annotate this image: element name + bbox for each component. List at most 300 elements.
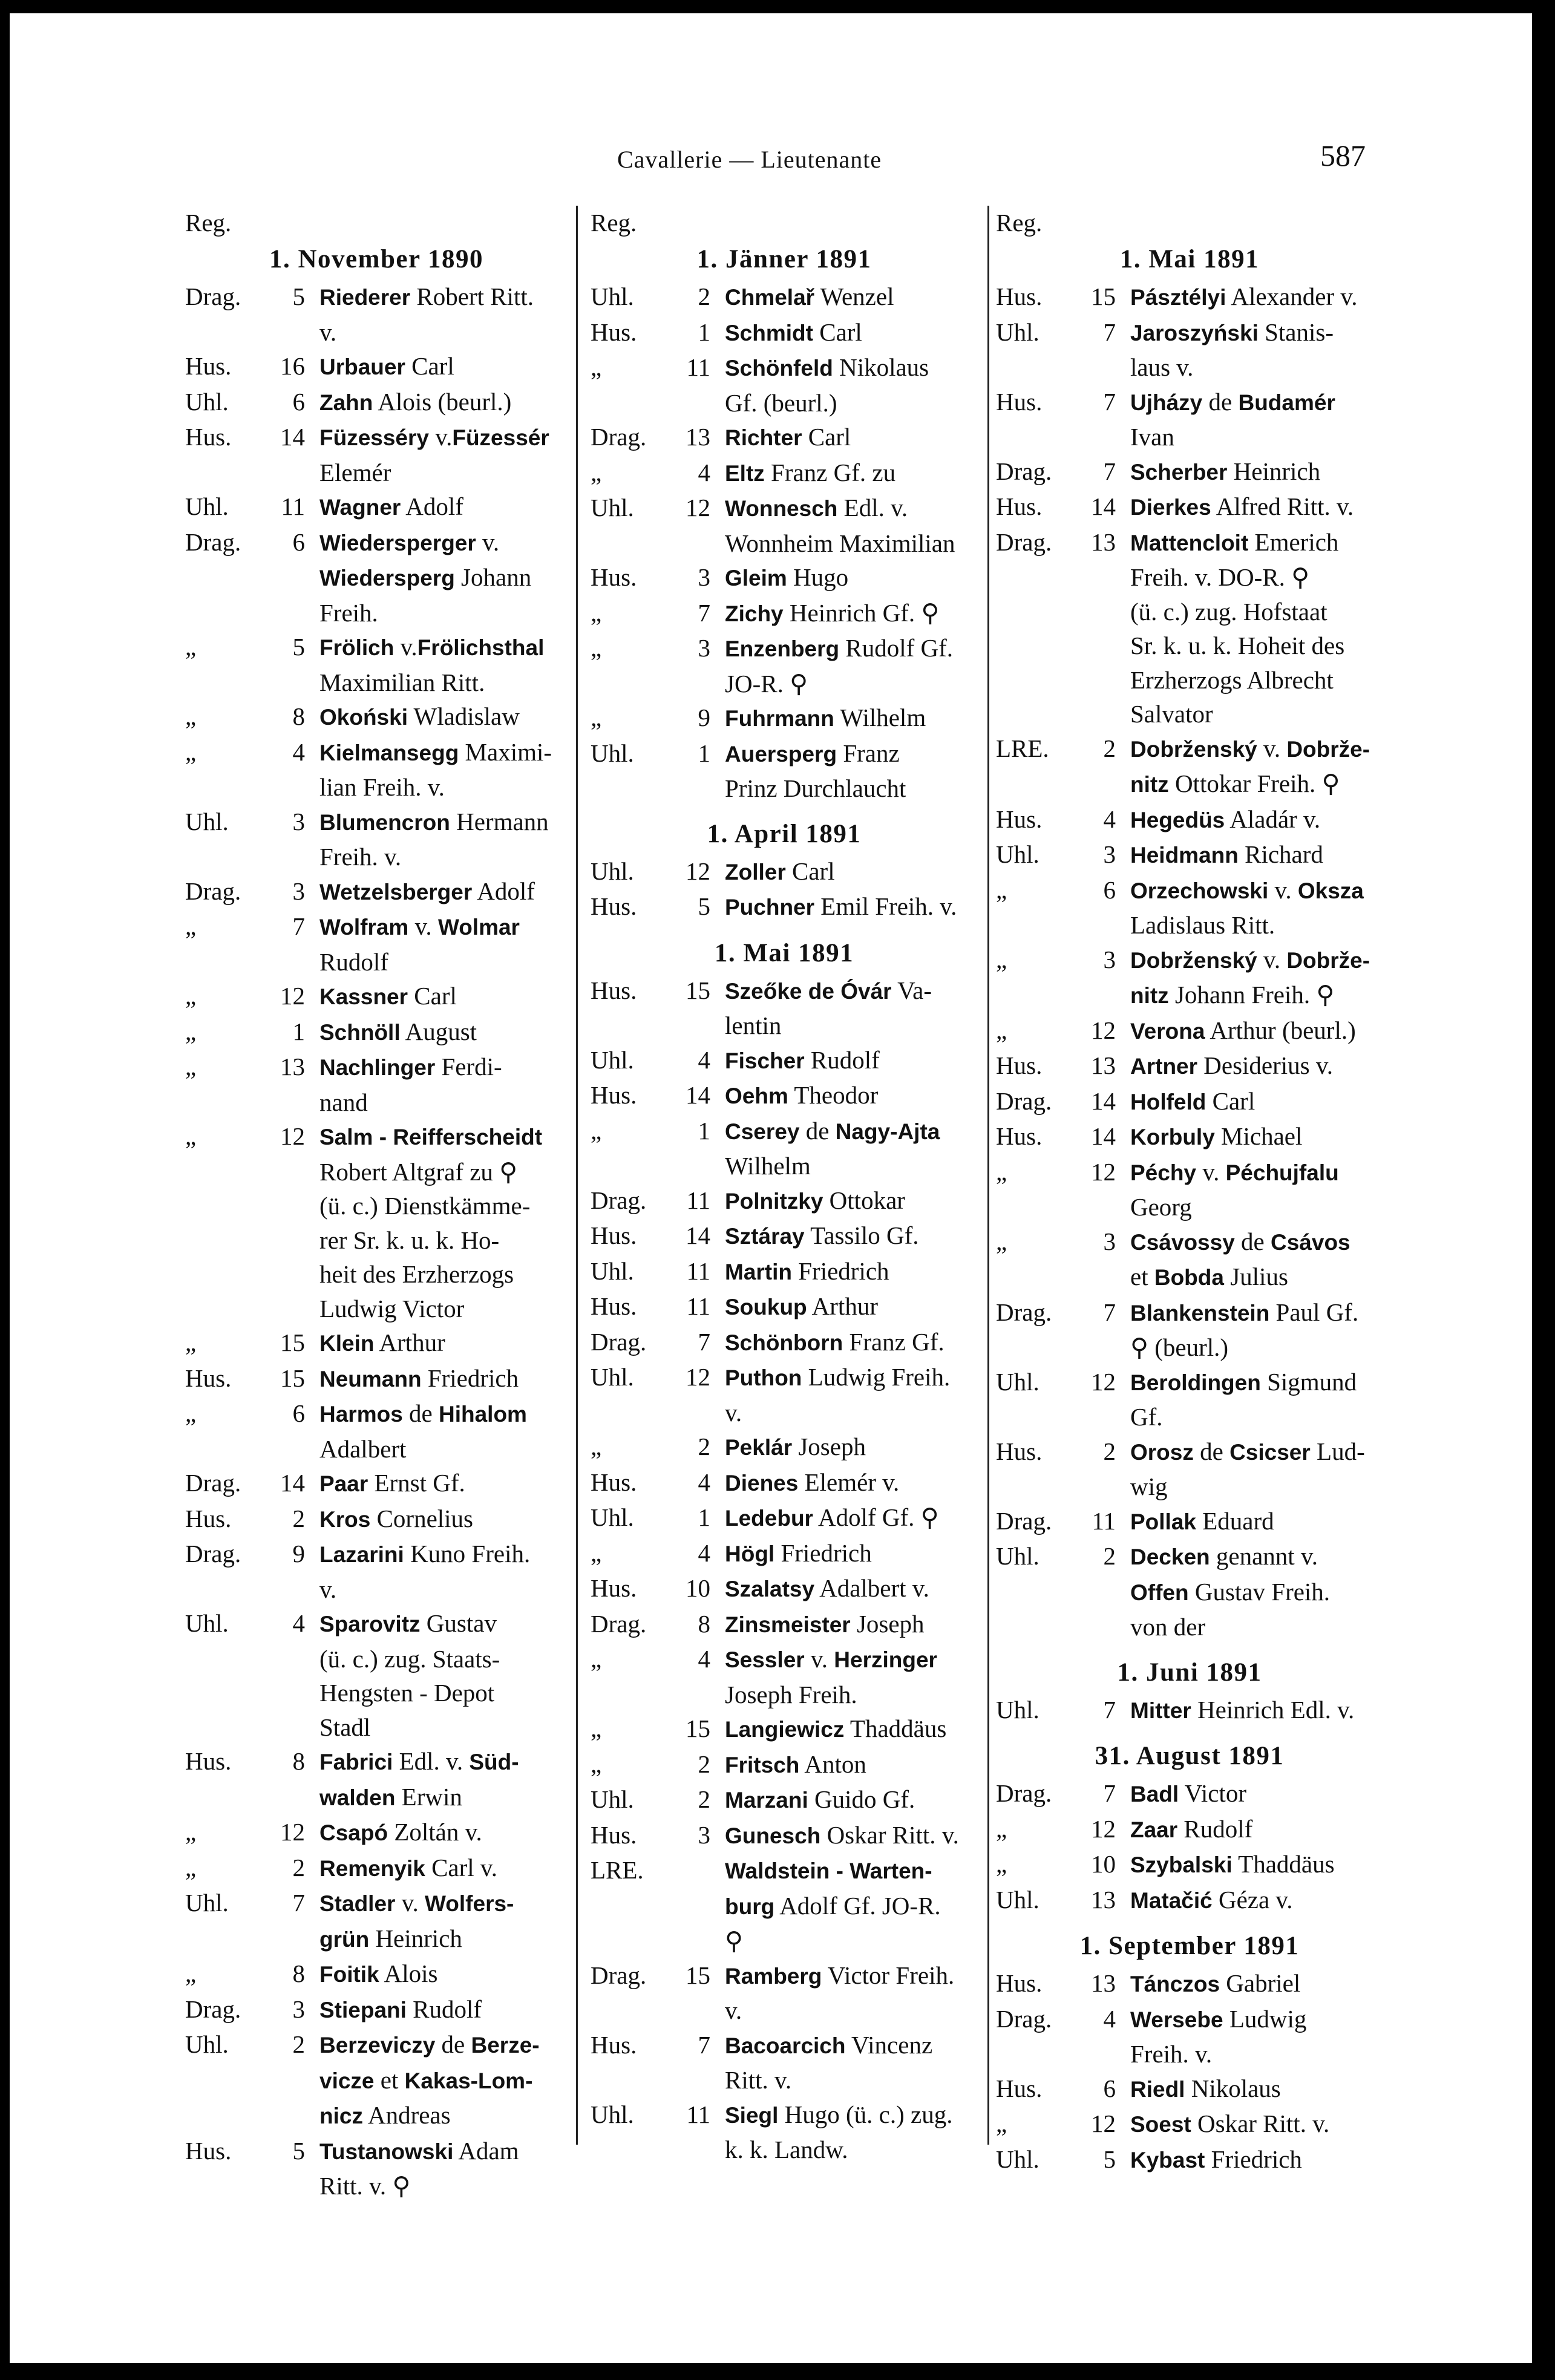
given-name: rer Sr. k. u. k. Ho- [319, 1226, 500, 1254]
entry-text [1130, 385, 1383, 454]
regiment-type: Hus. [996, 1051, 1043, 1079]
given-name: Adalbert [319, 1434, 407, 1463]
given-name: Franz Gf. zu [764, 458, 896, 486]
entry [185, 909, 568, 979]
entry-text [1130, 1504, 1383, 1540]
surname: Berzeviczy [319, 2033, 436, 2058]
given-name: v. [725, 1398, 742, 1427]
regiment-number: 2 [292, 1504, 305, 1532]
regiment-number: 14 [686, 1221, 710, 1249]
entry-text [319, 280, 568, 349]
given-name: lentin [725, 1012, 782, 1039]
regiment-number: 8 [292, 702, 305, 730]
regiment-type: Uhl. [185, 1609, 229, 1637]
given-name: Lud- [1310, 1437, 1365, 1465]
entry-text [319, 874, 568, 910]
regiment-type: Drag. [591, 423, 647, 451]
entry [996, 1539, 1383, 1644]
surname: Fabrici [319, 1750, 393, 1774]
entry-text [725, 631, 978, 701]
regiment-number: 12 [1091, 1367, 1116, 1396]
entry [591, 1430, 978, 1465]
given-name: Maximilian Ritt. [319, 668, 485, 696]
surname: Zichy [725, 601, 784, 626]
entry [591, 491, 978, 560]
given-name: Tassilo Gf. [804, 1221, 919, 1249]
given-name: Joseph Freih. [725, 1680, 857, 1708]
entry-text [725, 1607, 978, 1643]
entry-text [319, 1606, 568, 1744]
given-name: Ludwig [1223, 2004, 1307, 2033]
surname: Remenyik [319, 1855, 425, 1881]
surname: Zinsmeister [725, 1612, 851, 1637]
given-name: Julius [1223, 1263, 1288, 1290]
entry-text [1130, 1693, 1383, 1728]
entry-text [319, 1992, 568, 2028]
surname: Zaar [1130, 1817, 1178, 1842]
regiment-number: 7 [698, 2030, 710, 2059]
surname: Peklár [725, 1435, 793, 1460]
given-name: Adolf [472, 877, 535, 905]
given-name: ⚲ [725, 1927, 744, 1955]
given-name: Eduard [1196, 1506, 1274, 1535]
entry-text [1130, 1776, 1383, 1812]
entry [996, 802, 1383, 838]
given-name: Carl [813, 318, 862, 346]
regiment-type: Hus. [185, 352, 232, 380]
surname: Foitik [319, 1962, 379, 1987]
surname: Füzesséry [319, 425, 429, 450]
surname: Csapó [319, 1820, 388, 1845]
regiment-type: „ [591, 458, 602, 486]
surname: Soest [1130, 2112, 1191, 2137]
regiment-number: 6 [292, 1399, 305, 1427]
regiment-type: „ [185, 1960, 197, 1987]
entry-text [725, 1642, 978, 1711]
given-name: Wonnheim Maximilian [725, 529, 955, 557]
regiment-type: Hus. [591, 1574, 637, 1602]
surname: Bacoarcich [725, 2033, 846, 2058]
given-name: JO-R. ⚲ [725, 669, 808, 698]
entry [591, 701, 978, 736]
surname: Riedl [1130, 2076, 1185, 2102]
surname: Herzinger [834, 1647, 937, 1672]
entry [185, 2027, 568, 2134]
regiment-type: „ [591, 634, 602, 662]
entry [185, 489, 568, 525]
regiment-type: Drag. [591, 1186, 647, 1214]
date-heading: 1. November 1890 [269, 245, 484, 273]
given-name: Heinrich Gf. ⚲ [783, 598, 940, 627]
regiment-number: 2 [292, 1853, 305, 1881]
surname: Fischer [725, 1048, 805, 1073]
given-name: Friedrich [792, 1257, 889, 1285]
entry [996, 1434, 1383, 1504]
entry [591, 889, 978, 925]
entry [996, 1365, 1383, 1434]
given-name: Erwin [395, 1782, 462, 1811]
given-name: Heinrich [1227, 457, 1321, 485]
surname: nicz [319, 2104, 363, 2128]
given-name: Ottokar [823, 1186, 905, 1214]
given-name: Stanis- [1258, 318, 1334, 346]
entry [591, 1114, 978, 1183]
entry [996, 2071, 1383, 2107]
regiment-type: „ [185, 1399, 197, 1427]
regiment-number: 2 [698, 283, 710, 310]
regiment-type: Drag. [591, 1327, 647, 1356]
regiment-number: 7 [698, 1327, 710, 1356]
surname: Szeőke [725, 978, 802, 1004]
surname: Wagner [319, 495, 401, 520]
surname: Badl [1130, 1782, 1179, 1806]
regiment-number: 11 [686, 1257, 710, 1285]
entry [996, 385, 1383, 454]
surname: Tustanowski [319, 2139, 454, 2164]
given-name: Thaddäus [844, 1715, 947, 1742]
given-name: nand [319, 1088, 368, 1116]
surname: de Óvár [808, 978, 892, 1004]
given-name: Maximi- [459, 737, 552, 766]
regiment-type: Drag. [185, 1469, 241, 1497]
surname: Salm - Reifferscheidt [319, 1125, 543, 1149]
regiment-type: Hus. [591, 1081, 637, 1109]
regiment-type: Hus. [996, 492, 1043, 520]
regiment-type: Hus. [996, 1969, 1043, 1997]
given-name: Arthur [807, 1292, 878, 1320]
column-2 [591, 206, 978, 2167]
regiment-number: 13 [1091, 528, 1116, 556]
regiment-type: Uhl. [591, 857, 634, 885]
entry-text [319, 525, 568, 630]
entry [996, 315, 1383, 385]
given-name: Johann [454, 563, 532, 591]
given-name: Sigmund [1260, 1367, 1357, 1396]
regiment-number: 5 [292, 633, 305, 661]
regiment-number: 2 [1103, 734, 1116, 762]
given-name: Arthur [374, 1329, 445, 1356]
entry [591, 596, 978, 632]
regiment-type: Hus. [996, 283, 1043, 310]
regiment-type: Drag. [185, 283, 241, 310]
given-name: Franz [837, 739, 900, 767]
regiment-type: „ [185, 912, 197, 940]
entry-text [319, 909, 568, 979]
regiment-type: Hus. [996, 1122, 1043, 1150]
entry-text [725, 1043, 978, 1079]
entry [185, 979, 568, 1015]
surname: Beroldingen [1130, 1370, 1261, 1395]
surname: Wiedersperger [319, 530, 476, 555]
date-heading: 1. Juni 1891 [1117, 1658, 1262, 1687]
entry-text [725, 350, 978, 420]
surname: Hihalom [438, 1402, 527, 1427]
given-name: Adalbert v. [814, 1574, 929, 1602]
entry-text [1130, 315, 1383, 385]
regiment-number: 14 [686, 1081, 710, 1109]
regiment-type: Uhl. [185, 387, 229, 416]
surname: Orosz [1130, 1439, 1194, 1465]
entry [996, 1295, 1383, 1365]
regiment-type: Uhl. [591, 1045, 634, 1074]
entry-text [1130, 2071, 1383, 2107]
surname: Dobrženský [1130, 947, 1257, 973]
entry-text [725, 889, 978, 925]
given-name: lian Freih. v. [319, 773, 445, 801]
entry-text [319, 349, 568, 385]
entry [591, 631, 978, 701]
entry-text [319, 1361, 568, 1397]
entry-text [319, 2027, 568, 2134]
regiment-number: 5 [292, 283, 305, 310]
section-gap [996, 1644, 1383, 1653]
regiment-number: 4 [698, 1045, 710, 1074]
regiment-type: Hus. [185, 423, 232, 451]
entry-text [725, 2028, 978, 2097]
regiment-type: „ [591, 353, 602, 381]
given-name: Anton [799, 1750, 866, 1778]
surname: Péchujfalu [1225, 1160, 1339, 1185]
surname: Wersebe [1130, 2007, 1223, 2032]
surname: Kakas-Lom- [404, 2068, 533, 2093]
entry [996, 873, 1383, 943]
entry [996, 1812, 1383, 1848]
entry-text [319, 699, 568, 735]
surname: Budamér [1238, 390, 1335, 415]
entry-text [725, 420, 978, 456]
regiment-type: „ [591, 1538, 602, 1567]
entry-text [319, 1851, 568, 1886]
date-heading: 1. Mai 1891 [714, 938, 854, 967]
surname: Wolfram [319, 915, 409, 940]
regiment-number: 11 [686, 1186, 710, 1214]
regiment-type: Hus. [185, 1747, 232, 1775]
regiment-number: 2 [698, 1433, 710, 1460]
surname: Mitter [1130, 1698, 1191, 1723]
regiment-type: Hus. [185, 2136, 232, 2165]
surname: Enzenberg [725, 636, 840, 661]
given-name: Ferdi- [435, 1053, 502, 1080]
entry-text [1130, 1365, 1383, 1434]
entry [591, 1465, 978, 1501]
given-name: Emil Freih. v. [814, 892, 957, 920]
given-name: v. [1257, 945, 1287, 973]
given-name: Va- [891, 976, 932, 1004]
entry [996, 454, 1383, 490]
regiment-type: Hus. [591, 892, 637, 920]
section-gap [996, 1918, 1383, 1926]
surname: walden [319, 1785, 396, 1810]
entry [591, 1078, 978, 1114]
surname: Dobrže- [1286, 947, 1370, 973]
regiment-number: 5 [698, 892, 710, 920]
regiment-type: Hus. [996, 2074, 1043, 2102]
entry [996, 1048, 1383, 1084]
surname: Ujházy [1130, 390, 1203, 415]
regiment-number: 3 [1103, 945, 1116, 973]
regiment-type: Uhl. [591, 1257, 634, 1285]
given-name: Gustav Freih. [1188, 1577, 1331, 1606]
entry [996, 1693, 1383, 1728]
regiment-type: „ [185, 737, 197, 766]
given-name: Nikolaus [1185, 2074, 1281, 2102]
entry [185, 1851, 568, 1886]
entry-text [319, 1050, 568, 1119]
regiment-type: Uhl. [185, 492, 229, 520]
regiment-number: 8 [292, 1960, 305, 1987]
given-name: Wilhelm [834, 704, 926, 731]
entry [185, 1815, 568, 1851]
entry [185, 735, 568, 805]
regiment-type: Hus. [591, 1820, 637, 1849]
entry-text [725, 1818, 978, 1854]
regiment-number: 6 [1103, 875, 1116, 904]
regiment-number: 2 [1103, 1542, 1116, 1570]
given-name: Cornelius [370, 1504, 473, 1532]
entry [996, 489, 1383, 525]
surname: Schönborn [725, 1330, 843, 1355]
regiment-type: Drag. [185, 877, 241, 905]
given-name: Géza v. [1212, 1885, 1293, 1914]
entry-text [1130, 280, 1383, 315]
surname: Frölichsthal [417, 635, 545, 660]
entry [185, 1886, 568, 1957]
regiment-number: 12 [1091, 1814, 1116, 1843]
entry-text [1130, 1084, 1383, 1120]
regiment-number: 15 [1091, 283, 1116, 310]
given-name: Friedrich [774, 1538, 872, 1567]
regiment-type: „ [185, 1017, 197, 1045]
entry [591, 420, 978, 456]
regiment-type: Drag. [185, 1540, 241, 1568]
entry-text [725, 560, 978, 596]
regiment-number: 15 [280, 1364, 305, 1392]
surname: Blankenstein [1130, 1300, 1270, 1326]
given-name: Andreas [362, 2101, 451, 2129]
regiment-type: Drag. [591, 1609, 647, 1638]
regiment-number: 12 [1091, 2110, 1116, 2137]
given-name: v. [394, 633, 417, 661]
given-name: Thaddäus [1232, 1850, 1335, 1878]
regiment-number: 1 [698, 318, 710, 346]
regiment-number: 13 [1091, 1969, 1116, 1997]
entry-text [319, 420, 568, 489]
entry [185, 630, 568, 699]
surname: Schönfeld [725, 356, 833, 381]
surname: Verona [1130, 1018, 1205, 1044]
entry [185, 1119, 568, 1326]
regiment-number: 11 [686, 353, 710, 381]
regiment-number: 12 [280, 1818, 305, 1846]
given-name: Oskar Ritt. v. [1191, 2110, 1330, 2137]
entry-text [1130, 1883, 1383, 1918]
regiment-type: Hus. [591, 1292, 637, 1320]
regiment-number: 15 [280, 1329, 305, 1356]
regiment-type: Uhl. [591, 283, 634, 310]
surname: Orzechowski [1130, 878, 1269, 903]
given-name: Ottokar Freih. ⚲ [1168, 770, 1340, 797]
regiment-type: Uhl. [996, 1367, 1039, 1396]
surname: Wetzelsberger [319, 879, 473, 904]
regiment-type: „ [996, 875, 1007, 904]
given-name: et [1130, 1263, 1154, 1290]
surname: Cserey [725, 1119, 800, 1144]
surname: Wolmar [437, 915, 520, 940]
regiment-type: Hus. [996, 805, 1043, 833]
regiment-type: Uhl. [996, 1885, 1039, 1914]
regiment-type: Hus. [185, 1364, 232, 1392]
regiment-number: 12 [1091, 1016, 1116, 1044]
entry [591, 1500, 978, 1536]
surname: Polnitzky [725, 1188, 823, 1214]
entry [185, 1466, 568, 1502]
surname: Füzessér [452, 425, 549, 450]
surname: Sessler [725, 1647, 805, 1672]
entry [591, 315, 978, 351]
entry [591, 1711, 978, 1747]
entry-text [319, 2134, 568, 2203]
surname: Puchner [725, 895, 815, 920]
regiment-type: Hus. [996, 1437, 1043, 1465]
regiment-type: Drag. [185, 528, 241, 556]
given-name: genannt v. [1210, 1542, 1318, 1570]
entry-text [725, 854, 978, 890]
surname: Wonnesch [725, 496, 838, 521]
regiment-type: Uhl. [591, 494, 634, 521]
given-name: et [374, 2065, 405, 2094]
surname: Decken [1130, 1545, 1210, 1569]
regiment-number: 8 [698, 1609, 710, 1638]
given-name: de [1202, 387, 1239, 416]
entry [996, 731, 1383, 802]
entry-text [319, 735, 568, 805]
entry-text [1130, 1013, 1383, 1049]
regiment-number: 2 [1103, 1437, 1116, 1465]
surname: Süd- [469, 1750, 519, 1774]
entry [591, 1183, 978, 1219]
regiment-type: Uhl. [591, 1363, 634, 1391]
entry [996, 1155, 1383, 1224]
surname: Zahn [319, 390, 373, 415]
entry [591, 1254, 978, 1290]
given-name: Victor [1179, 1779, 1246, 1807]
entry [591, 1782, 978, 1818]
reg-label: Reg. [996, 209, 1043, 237]
entry [591, 280, 978, 315]
entry-text [725, 1782, 978, 1818]
regiment-type: Uhl. [185, 1889, 229, 1917]
given-name: Joseph [850, 1609, 925, 1638]
surname: Paar [319, 1471, 368, 1496]
regiment-number: 11 [686, 2100, 710, 2128]
entry-text [725, 1465, 978, 1501]
given-name: Friedrich [1205, 2145, 1302, 2173]
given-name: Edl. v. [393, 1747, 470, 1775]
regiment-type: Uhl. [996, 1542, 1039, 1570]
given-name: Vincenz [845, 2030, 933, 2059]
entry-text [1130, 1434, 1383, 1504]
surname: Dienes [725, 1470, 799, 1496]
column-divider-2 [987, 206, 989, 2145]
given-name: Joseph [792, 1433, 866, 1460]
given-name: Nikolaus [833, 353, 929, 381]
surname: Eltz [725, 460, 765, 486]
given-name: Heinrich Edl. v. [1191, 1695, 1355, 1724]
reg-label: Reg. [591, 209, 637, 237]
regiment-number: 4 [292, 1609, 305, 1637]
given-name: Heinrich [369, 1924, 462, 1952]
surname: burg [725, 1894, 775, 1919]
